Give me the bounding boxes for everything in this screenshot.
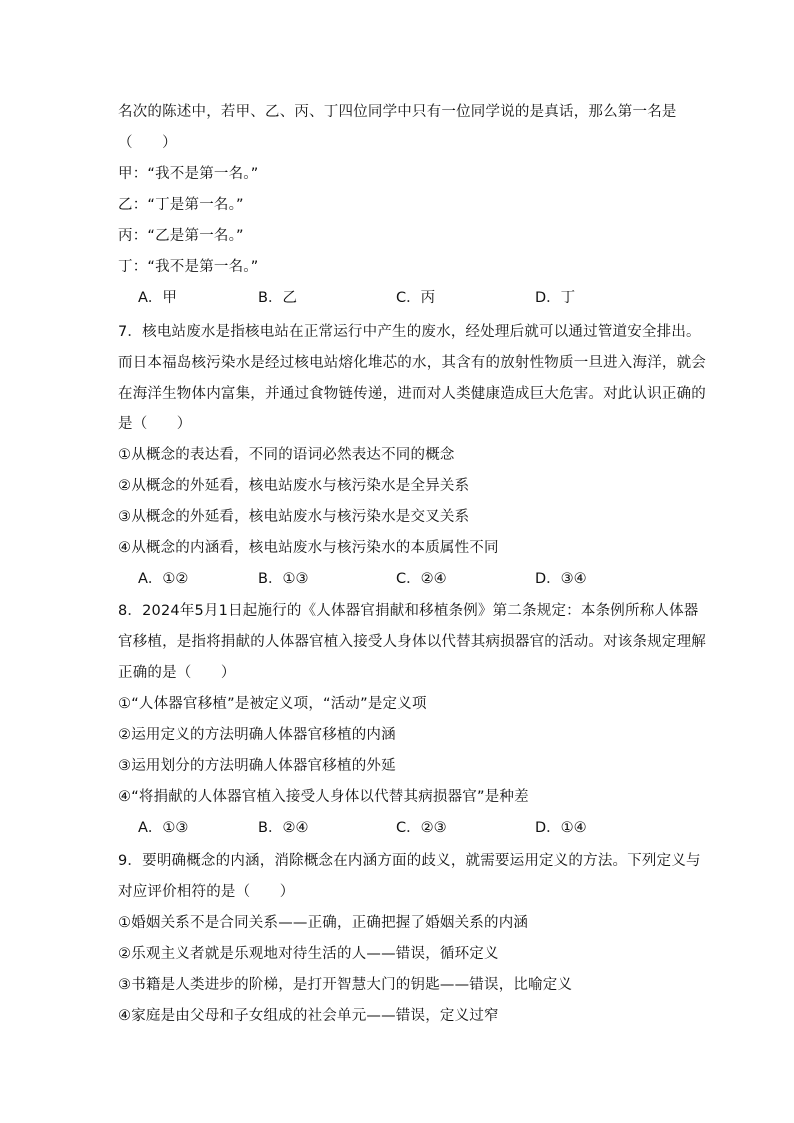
q8-options (138, 818, 658, 838)
q8-item: ②运用定义的方法明确人体器官移植的内涵 (118, 727, 396, 743)
q9-item: ③书籍是人类进步的阶梯，是打开智慧大门的钥匙——错误，比喻定义 (118, 977, 573, 993)
q6-answer-blank: （ ） (118, 135, 177, 151)
q6-options (138, 288, 658, 308)
q7-item: ①从概念的表达看，不同的语词必然表达不同的概念 (118, 447, 455, 463)
q7-item: ③从概念的外延看，核电站废水与核污染水是交叉关系 (118, 509, 470, 525)
q9-item: ②乐观主义者就是乐观地对待生活的人——错误，循环定义 (118, 946, 499, 962)
option-d[interactable]: D．③④ (535, 571, 587, 587)
q9-item: ④家庭是由父母和子女组成的社会单元——错误，定义过窄 (118, 1008, 499, 1024)
q7-options (138, 569, 658, 589)
q6-statement: 甲：“我不是第一名。” (118, 166, 259, 182)
option-a[interactable]: A．甲 (138, 290, 177, 306)
q6-statement: 丙：“乙是第一名。” (118, 228, 244, 244)
q9-stem-line: 9．要明确概念的内涵，消除概念在内涵方面的歧义，就需要运用定义的方法。下列定义与 (118, 853, 701, 869)
q6-stem-line: 名次的陈述中，若甲、乙、丙、丁四位同学中只有一位同学说的是真话，那么第一名是 (118, 104, 677, 120)
q7-stem-line: 7．核电站废水是指核电站在正常运行中产生的废水，经处理后就可以通过管道安全排出。 (118, 324, 701, 340)
q6-statement: 丁：“我不是第一名。” (118, 259, 259, 275)
q6-statement: 乙：“丁是第一名。” (118, 197, 244, 213)
option-b[interactable]: B．①③ (258, 571, 309, 587)
option-d[interactable]: D．丁 (535, 290, 576, 306)
q9-item: ①婚姻关系不是合同关系——正确，正确把握了婚姻关系的内涵 (118, 915, 529, 931)
q8-item: ①“人体器官移植”是被定义项，“活动”是定义项 (118, 696, 427, 712)
option-b[interactable]: B．②④ (258, 820, 309, 836)
option-a[interactable]: A．①② (138, 571, 189, 587)
option-b[interactable]: B．乙 (258, 290, 297, 306)
option-c[interactable]: C．②④ (396, 571, 447, 587)
q7-item: ④从概念的内涵看，核电站废水与核污染水的本质属性不同 (118, 540, 499, 556)
q8-item: ④“将捐献的人体器官植入接受人身体以代替其病损器官”是种差 (118, 789, 529, 805)
q7-stem-line: 而日本福岛核污染水是经过核电站熔化堆芯的水，其含有的放射性物质一旦进入海洋，就会 (118, 355, 706, 371)
q8-item: ③运用划分的方法明确人体器官移植的外延 (118, 758, 396, 774)
q7-stem-line: 在海洋生物体内富集，并通过食物链传递，进而对人类健康造成巨大危害。对此认识正确的 (118, 386, 706, 402)
option-d[interactable]: D．①④ (535, 820, 587, 836)
option-c[interactable]: C．丙 (396, 290, 436, 306)
q8-stem-line: 8．2024年5月1日起施行的《人体器官捐献和移植条例》第二条规定：本条例所称人体器 (118, 603, 699, 619)
q9-stem-line: 对应评价相符的是（ ） (118, 884, 295, 900)
q7-item: ②从概念的外延看，核电站废水与核污染水是全异关系 (118, 478, 470, 494)
option-a[interactable]: A．①③ (138, 820, 189, 836)
q7-stem-line: 是（ ） (118, 416, 192, 432)
q8-stem-line: 正确的是（ ） (118, 665, 236, 681)
option-c[interactable]: C．②③ (396, 820, 447, 836)
q8-stem-line: 官移植，是指将捐献的人体器官植入接受人身体以代替其病损器官的活动。对该条规定理解 (118, 634, 706, 650)
